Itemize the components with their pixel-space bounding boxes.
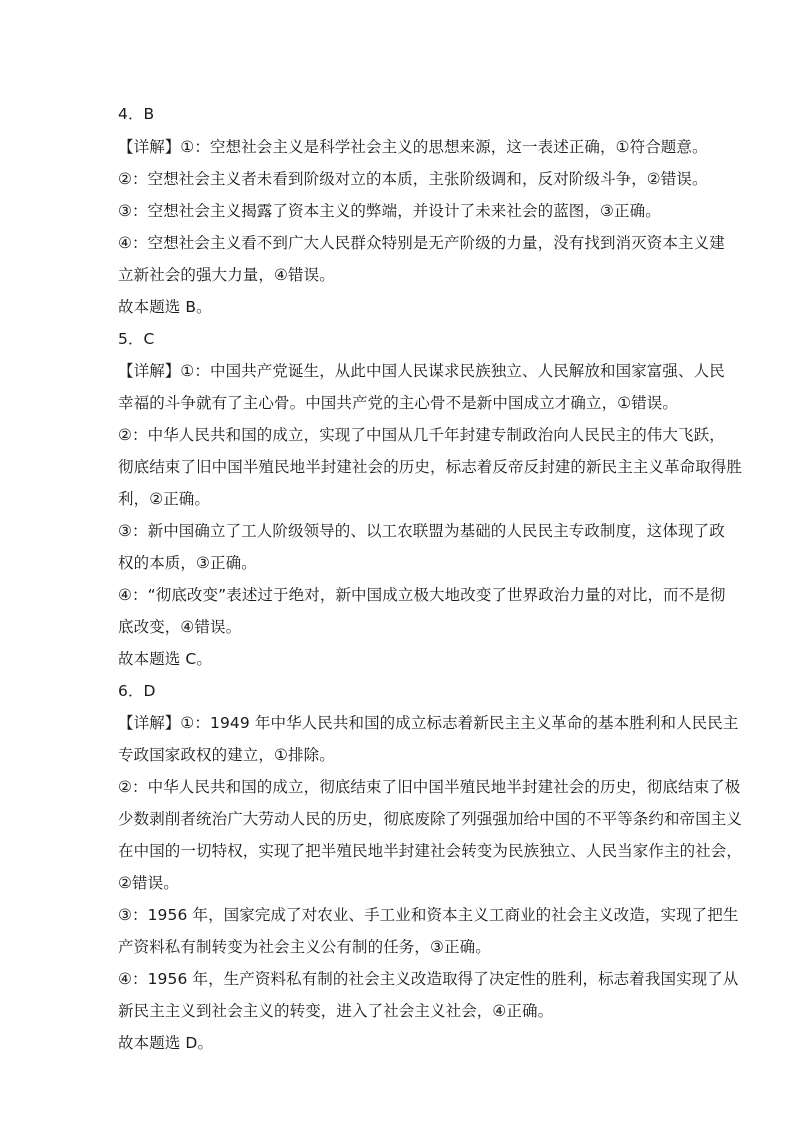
text-line: 【详解】①：空想社会主义是科学社会主义的思想来源，这一表述正确，①符合题意。 [118, 138, 708, 156]
text-line: 幸福的斗争就有了主心骨。中国共产党的主心骨不是新中国成立才确立，①错误。 [118, 394, 678, 412]
text-line: 在中国的一切特权，实现了把半殖民地半封建社会转变为民族独立、人民当家作主的社会， [118, 842, 743, 860]
text-line: 【详解】①：1949 年中华人民共和国的成立标志着新民主主义革命的基本胜利和人民民主 [118, 714, 739, 732]
text-line: ②：中华人民共和国的成立，实现了中国从几千年封建专制政治向人民民主的伟大飞跃， [118, 426, 725, 444]
text-line: 故本题选 D。 [118, 1034, 214, 1052]
text-line: 【详解】①：中国共产党诞生，从此中国人民谋求民族独立、人民解放和国家富强、人民 [118, 362, 725, 380]
text-line: ②：空想社会主义者未看到阶级对立的本质，主张阶级调和，反对阶级斗争，②错误。 [118, 170, 708, 188]
text-line: 专政国家政权的建立，①排除。 [118, 746, 335, 764]
text-line: 利，②正确。 [118, 490, 210, 508]
answer-4-heading: 4．B [118, 105, 155, 123]
answer-5-heading: 5．C [118, 330, 155, 348]
text-line: ④：“彻底改变”表述过于绝对，新中国成立极大地改变了世界政治力量的对比，而不是彻 [118, 586, 726, 604]
text-line: 故本题选 B。 [118, 298, 212, 316]
text-line: ②：中华人民共和国的成立，彻底结束了旧中国半殖民地半封建社会的历史，彻底结束了极 [118, 778, 741, 796]
text-line: ④：1956 年，生产资料私有制的社会主义改造取得了决定性的胜利，标志着我国实现了从 [118, 970, 739, 988]
text-line: ③：空想社会主义揭露了资本主义的弊端，并设计了未来社会的蓝图，③正确。 [118, 202, 661, 220]
text-line: 新民主主义到社会主义的转变，进入了社会主义社会，④正确。 [118, 1002, 554, 1020]
text-line: 彻底结束了旧中国半殖民地半封建社会的历史，标志着反帝反封建的新民主主义革命取得胜 [118, 458, 743, 476]
text-line: ②错误。 [118, 874, 179, 892]
text-line: 底改变，④错误。 [118, 618, 242, 636]
text-line: 产资料私有制转变为社会主义公有制的任务，③正确。 [118, 938, 491, 956]
answer-6-heading: 6．D [118, 682, 156, 700]
text-line: ③：新中国确立了工人阶级领导的、以工农联盟为基础的人民民主专政制度，这体现了政 [118, 522, 725, 540]
text-line: 立新社会的强大力量，④错误。 [118, 266, 335, 284]
text-line: 故本题选 C。 [118, 650, 212, 668]
text-line: ③：1956 年，国家完成了对农业、手工业和资本主义工商业的社会主义改造，实现了把生 [118, 906, 739, 924]
text-line: 少数剥削者统治广大劳动人民的历史，彻底废除了列强强加给中国的不平等条约和帝国主义 [118, 810, 743, 828]
text-line: ④：空想社会主义看不到广大人民群众特别是无产阶级的力量，没有找到消灭资本主义建 [118, 234, 725, 252]
text-line: 权的本质，③正确。 [118, 554, 257, 572]
